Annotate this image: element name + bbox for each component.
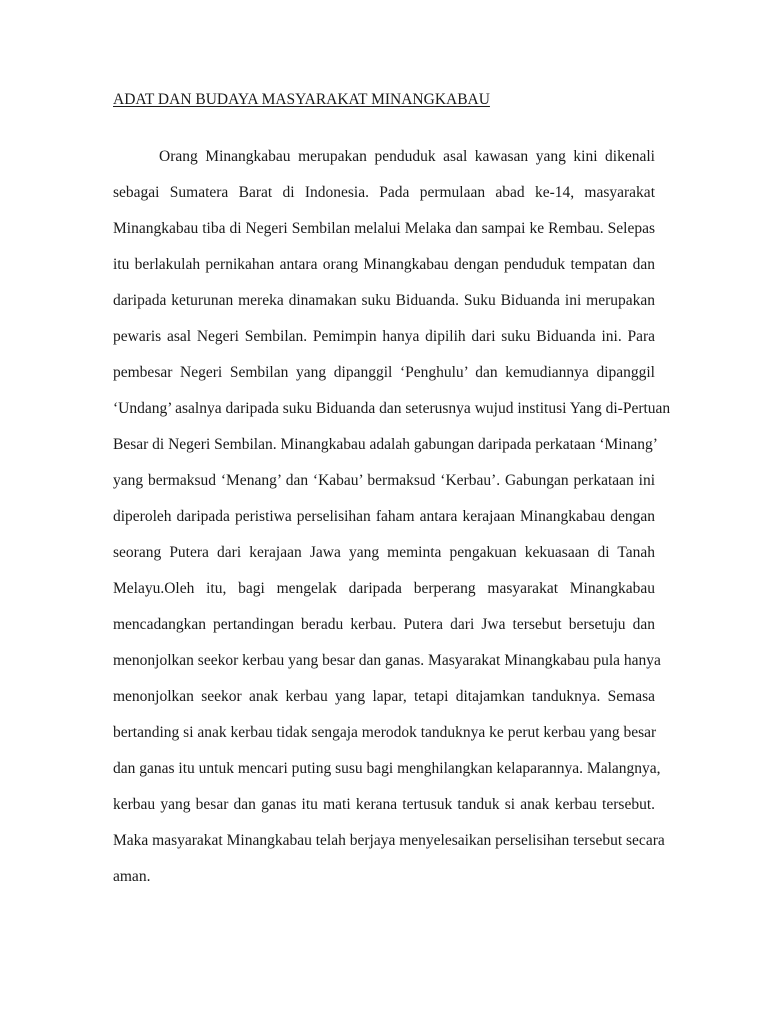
document-title: ADAT DAN BUDAYA MASYARAKAT MINANGKABAU <box>113 91 490 108</box>
document-paragraph <box>113 144 671 900</box>
paragraph-line: seorang Putera dari kerajaan Jawa yang meminta pengakuan kekuasaan di Tanah <box>113 544 655 561</box>
paragraph-line: dan ganas itu untuk mencari puting susu bagi menghilangkan kelaparannya. Malangnya, <box>113 760 661 777</box>
paragraph-line: Melayu.Oleh itu, bagi mengelak daripada berperang masyarakat Minangkabau <box>113 580 655 597</box>
paragraph-line: Minangkabau tiba di Negeri Sembilan melalui Melaka dan sampai ke Rembau. Selepas <box>113 220 655 237</box>
paragraph-line: itu berlakulah pernikahan antara orang Minangkabau dengan penduduk tempatan dan <box>113 256 655 273</box>
paragraph-line: Besar di Negeri Sembilan. Minangkabau adalah gabungan daripada perkataan ‘Minang’ <box>113 436 658 453</box>
paragraph-line: Maka masyarakat Minangkabau telah berjaya menyelesaikan perselisihan tersebut secara <box>113 832 665 849</box>
paragraph-line: kerbau yang besar dan ganas itu mati kerana tertusuk tanduk si anak kerbau tersebut. <box>113 796 655 813</box>
paragraph-line: daripada keturunan mereka dinamakan suku Biduanda. Suku Biduanda ini merupakan <box>113 292 655 309</box>
paragraph-line: yang bermaksud ‘Menang’ dan ‘Kabau’ bermaksud ‘Kerbau’. Gabungan perkataan ini <box>113 472 655 489</box>
paragraph-line: pembesar Negeri Sembilan yang dipanggil ‘Penghulu’ dan kemudiannya dipanggil <box>113 364 655 381</box>
paragraph-line: pewaris asal Negeri Sembilan. Pemimpin hanya dipilih dari suku Biduanda ini. Para <box>113 328 655 345</box>
paragraph-line: bertanding si anak kerbau tidak sengaja merodok tanduknya ke perut kerbau yang besar <box>113 724 657 741</box>
paragraph-line: ‘Undang’ asalnya daripada suku Biduanda dan seterusnya wujud institusi Yang di-Pertuan <box>113 400 671 417</box>
paragraph-line: diperoleh daripada peristiwa perselisihan faham antara kerajaan Minangkabau dengan <box>113 508 655 525</box>
paragraph-line: sebagai Sumatera Barat di Indonesia. Pada permulaan abad ke-14, masyarakat <box>113 184 655 201</box>
paragraph-line: menonjolkan seekor kerbau yang besar dan ganas. Masyarakat Minangkabau pula hanya <box>113 652 661 669</box>
paragraph-line: Orang Minangkabau merupakan penduduk asal kawasan yang kini dikenali <box>159 148 655 165</box>
paragraph-line: aman. <box>113 868 151 885</box>
paragraph-line: mencadangkan pertandingan beradu kerbau. Putera dari Jwa tersebut bersetuju dan <box>113 616 655 633</box>
paragraph-line: menonjolkan seekor anak kerbau yang lapar, tetapi ditajamkan tanduknya. Semasa <box>113 688 655 705</box>
